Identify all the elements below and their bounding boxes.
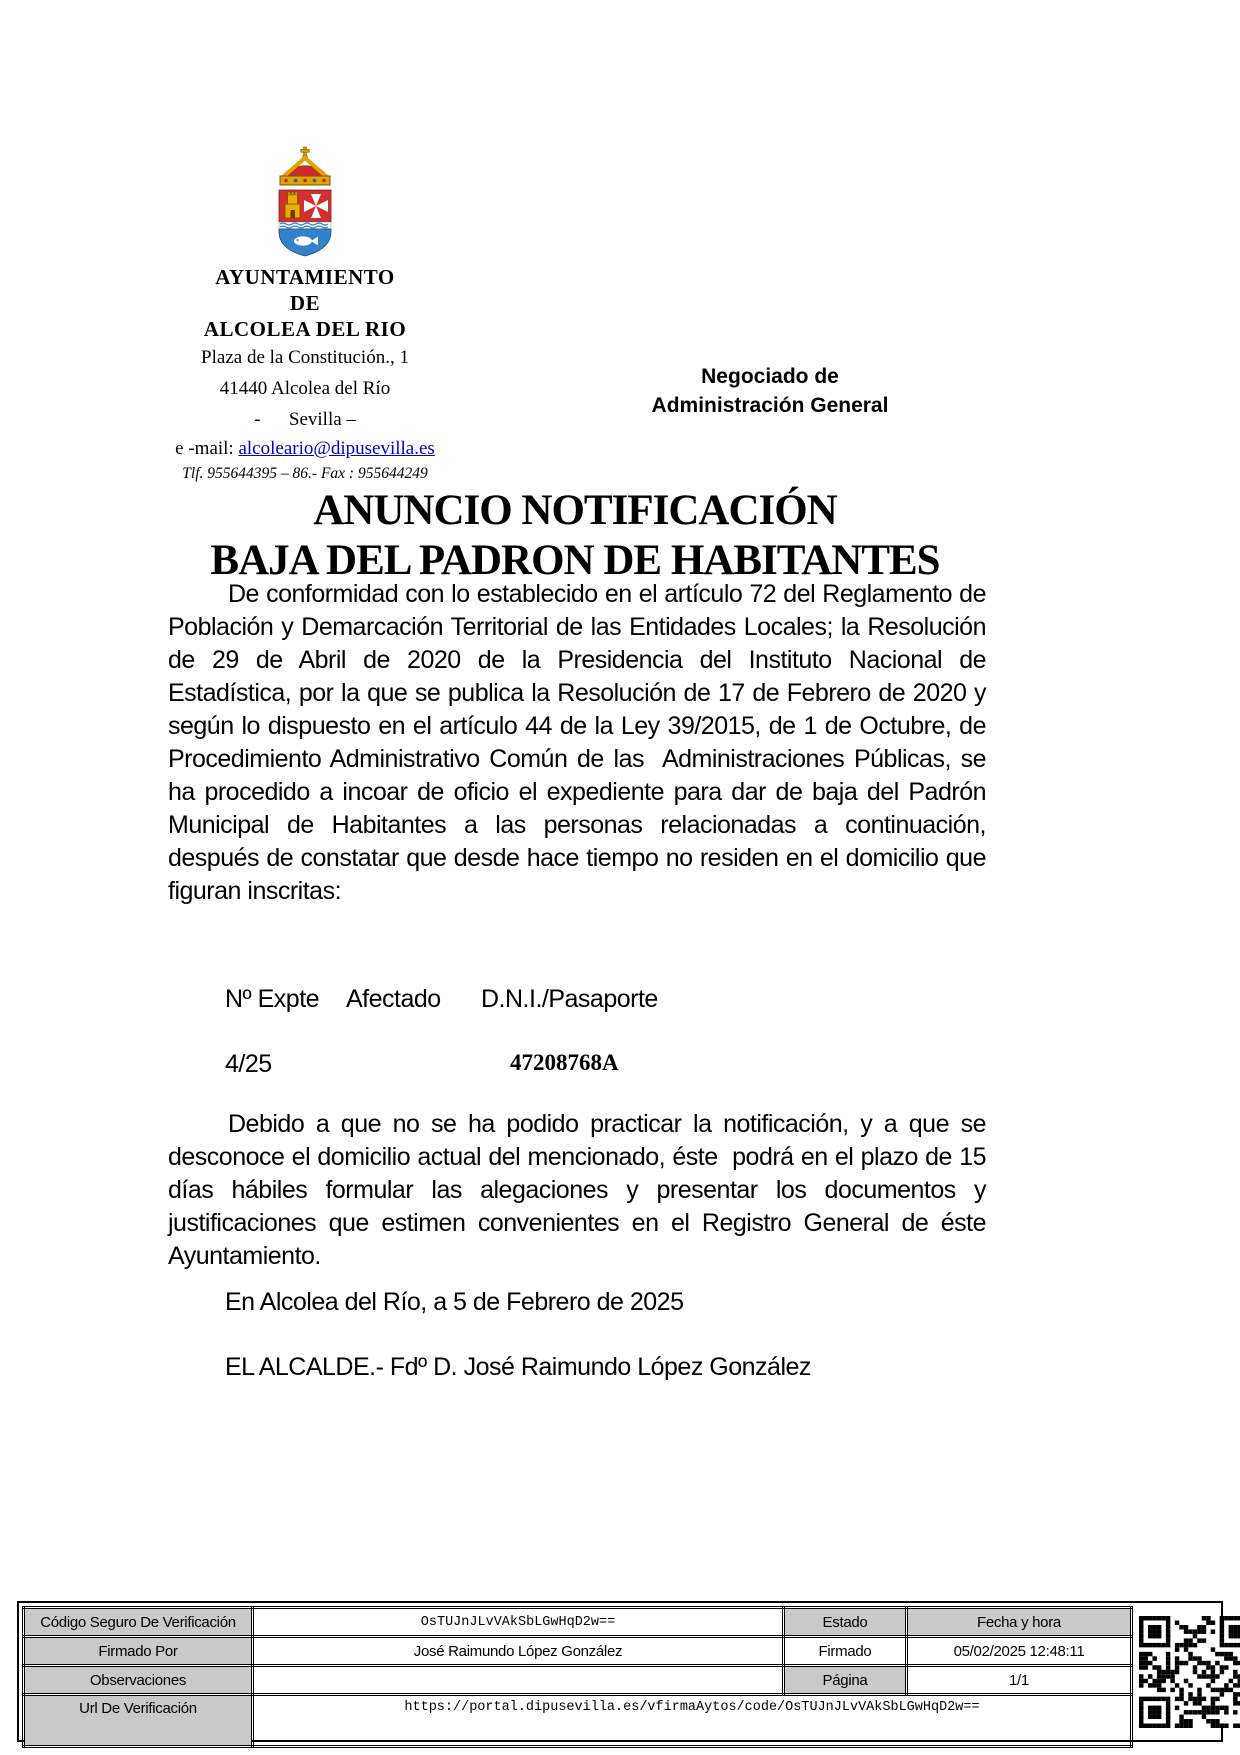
fecha-hora-label: Fecha y hora (907, 1608, 1132, 1637)
table-row (24, 1637, 1132, 1666)
pagina-label: Página (784, 1666, 907, 1695)
title-line2: BAJA DEL PADRON DE HABITANTES (210, 537, 940, 584)
observaciones-value (253, 1666, 784, 1695)
estado-value: Firmado (784, 1637, 907, 1666)
address-city: 41440 Alcolea del Río (219, 378, 391, 399)
paragraph-notification-text: Debido a que no se ha podido practicar la notificación, y a que se desconoce el domicilio actual del mencionado, éste podrá en el plazo de 15 días hábiles formular las alegaciones y presentar los documentos y justificaciones que estimen convenientes en el Registro General de éste Ayuntamiento. (168, 1110, 993, 1270)
qr-code (1139, 1606, 1240, 1737)
date-line-text: En Alcolea del Río, a 5 de Febrero de 2025 (225, 1288, 684, 1316)
email-label: e -mail: (175, 438, 239, 459)
document-title (160, 486, 990, 586)
title-line1: ANUNCIO NOTIFICACIÓN (313, 487, 837, 534)
fecha-hora-value: 05/02/2025 12:48:11 (907, 1637, 1132, 1666)
organisation-header (150, 146, 460, 485)
verification-footer (17, 1601, 1223, 1742)
signature-line (168, 1353, 986, 1382)
observaciones-label: Observaciones (24, 1666, 253, 1695)
table-row (24, 1695, 1132, 1747)
col-header-afectado: Afectado (346, 985, 441, 1013)
org-name-line1: AYUNTAMIENTO (215, 265, 395, 289)
org-name-line3: ALCOLEA DEL RIO (203, 317, 407, 341)
signature-line-text: EL ALCALDE.- Fdº D. José Raimundo López González (225, 1353, 811, 1381)
table-row (24, 1608, 1132, 1637)
address-province: - Sevilla – (254, 409, 356, 430)
csv-label: Código Seguro De Verificación (24, 1608, 253, 1637)
coat-of-arms-icon (261, 146, 349, 258)
org-name-line2: DE (289, 291, 321, 315)
phone-fax-line: Tlf. 955644395 – 86.- Fax : 955644249 (182, 465, 428, 482)
col-header-dni: D.N.I./Pasaporte (481, 985, 658, 1013)
email-link[interactable]: alcoleario@dipusevilla.es (238, 438, 435, 459)
verification-table (22, 1606, 1133, 1748)
address-street: Plaza de la Constitución., 1 (201, 347, 409, 368)
department-header (610, 362, 930, 420)
department-line2: Administración General (651, 394, 889, 417)
url-verificacion-label: Url De Verificación (24, 1695, 253, 1747)
col-header-expte: Nº Expte (225, 985, 320, 1013)
email-line (150, 435, 460, 463)
url-verificacion-value[interactable]: https://portal.dipusevilla.es/vfirmaAytos/code/OsTUJnJLvVAkSbLGwHqD2w== (253, 1695, 1132, 1747)
firmado-por-label: Firmado Por (24, 1637, 253, 1666)
pagina-value: 1/1 (907, 1666, 1132, 1695)
paragraph-legal-basis-text: De conformidad con lo establecido en el artículo 72 del Reglamento de Población y Demarcación Territorial de las Entidades Locales; la Resolución de 29 de Abril de 2020 de la Presidencia del Instituto Nacional de Estadística, por la que se publica la Resolución de 17 de Febrero de 2020 y según lo dispuesto en el artículo 44 de la Ley 39/2015, de 1 de Octubre, de Procedimiento Administrativo Común de las Administraciones Públicas, se ha procedido a incoar de oficio el expediente para dar de baja del Padrón Municipal de Habitantes a las personas relacionadas a continuación, después de constatar que desde hace tiempo no residen en el domicilio que figuran inscritas: (168, 580, 993, 905)
expediente-table-row (168, 1050, 986, 1080)
expediente-dni: 47208768A (510, 1050, 619, 1075)
paragraph-notification (168, 1108, 993, 1273)
department-line1: Negociado de (701, 365, 839, 388)
date-line (168, 1288, 986, 1317)
expediente-number: 4/25 (225, 1050, 272, 1078)
table-row (24, 1666, 1132, 1695)
csv-value: OsTUJnJLvVAkSbLGwHqD2w== (253, 1608, 784, 1637)
estado-label: Estado (784, 1608, 907, 1637)
firmado-por-value: José Raimundo López González (253, 1637, 784, 1666)
paragraph-legal-basis (168, 578, 993, 908)
expediente-table-header (168, 985, 986, 1015)
